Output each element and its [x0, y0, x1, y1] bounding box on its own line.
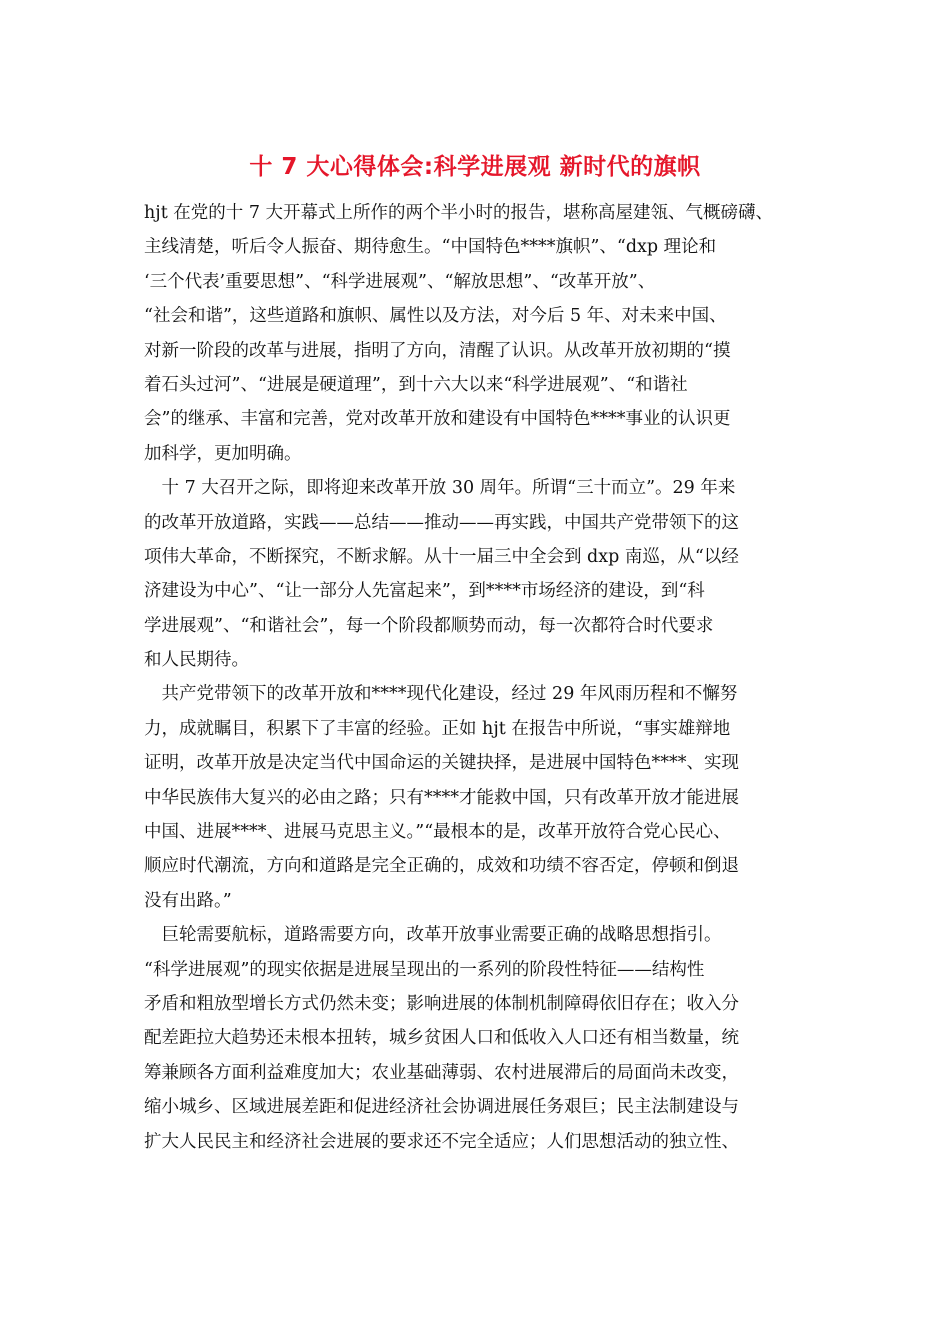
- body-line: 十 7 大召开之际，即将迎来改革开放 30 周年。所谓“三十而立”。29 年来: [144, 478, 736, 499]
- body-line: 扩大人民民主和经济社会进展的要求还不完全适应；人们思想活动的独立性、: [144, 1131, 739, 1152]
- body-line: 对新一阶段的改革与进展，指明了方向，清醒了认识。从改革开放初期的“摸: [144, 340, 731, 361]
- body-line: 中国、进展****、进展马克思主义。”“最根本的是，改革开放符合党心民心、: [144, 822, 731, 843]
- body-line: 会”的继承、丰富和完善，党对改革开放和建设有中国特色****事业的认识更: [144, 409, 731, 430]
- body-line: 的改革开放道路，实践——总结——推动——再实践，中国共产党带领下的这: [144, 512, 739, 533]
- body-line: ‘三个代表’重要思想”、“科学进展观”、“解放思想”、“改革开放”、: [144, 271, 656, 292]
- body-line: 没有出路。”: [144, 890, 232, 911]
- body-line: 共产党带领下的改革开放和****现代化建设，经过 29 年风雨历程和不懈努: [144, 684, 738, 705]
- body-line: 和人民期待。: [144, 650, 249, 671]
- body-line: 矛盾和粗放型增长方式仍然未变；影响进展的体制机制障碍依旧存在；收入分: [144, 993, 739, 1014]
- body-line: 项伟大革命，不断探究，不断求解。从十一届三中全会到 dxp 南巡，从“以经: [144, 546, 739, 567]
- body-line: 缩小城乡、区域进展差距和促进经济社会协调进展任务艰巨；民主法制建设与: [144, 1097, 739, 1118]
- body-line: 济建设为中心”、“让一部分人先富起来”，到****市场经济的建设，到“科: [144, 581, 705, 602]
- body-line: hjt 在党的十 7 大开幕式上所作的两个半小时的报告，堪称高屋建瓴、气概磅礴、: [144, 203, 774, 223]
- body-line: 中华民族伟大复兴的必由之路；只有****才能救中国，只有改革开放才能进展: [144, 787, 739, 808]
- body-line: 学进展观”、“和谐社会”，每一个阶段都顺势而动，每一次都符合时代要求: [144, 615, 714, 636]
- body-line: “社会和谐”，这些道路和旗帜、属性以及方法，对今后 5 年、对未来中国、: [144, 306, 727, 327]
- body-line: 证明，改革开放是决定当代中国命运的关键抉择，是进展中国特色****、实现: [144, 753, 739, 774]
- body-line: 着石头过河”、“进展是硬道理”，到十六大以来“科学进展观”、“和谐社: [144, 374, 688, 395]
- body-line: 主线清楚，听后令人振奋、期待愈生。“中国特色****旗帜”、“dxp 理论和: [144, 237, 717, 258]
- body-line: 配差距拉大趋势还未根本扭转，城乡贫困人口和低收入人口还有相当数量，统: [144, 1028, 739, 1049]
- body-line: 力，成就瞩目，积累下了丰富的经验。正如 hjt 在报告中所说，“事实雄辩地: [144, 718, 731, 739]
- body-line: 巨轮需要航标，道路需要方向，改革开放事业需要正确的战略思想指引。: [144, 925, 722, 946]
- body-line: 顺应时代潮流，方向和道路是完全正确的，成效和功绩不容否定，停顿和倒退: [144, 856, 739, 877]
- body-line: 加科学，更加明确。: [144, 443, 302, 464]
- body-line: “科学进展观”的现实依据是进展呈现出的一系列的阶段性特征——结构性: [144, 959, 705, 980]
- body-line: 筹兼顾各方面利益难度加大；农业基础薄弱、农村进展滞后的局面尚未改变，: [144, 1062, 739, 1083]
- document-body: [144, 196, 814, 1159]
- document-title: 十 7 大心得体会:科学进展观 新时代的旗帜: [249, 154, 701, 180]
